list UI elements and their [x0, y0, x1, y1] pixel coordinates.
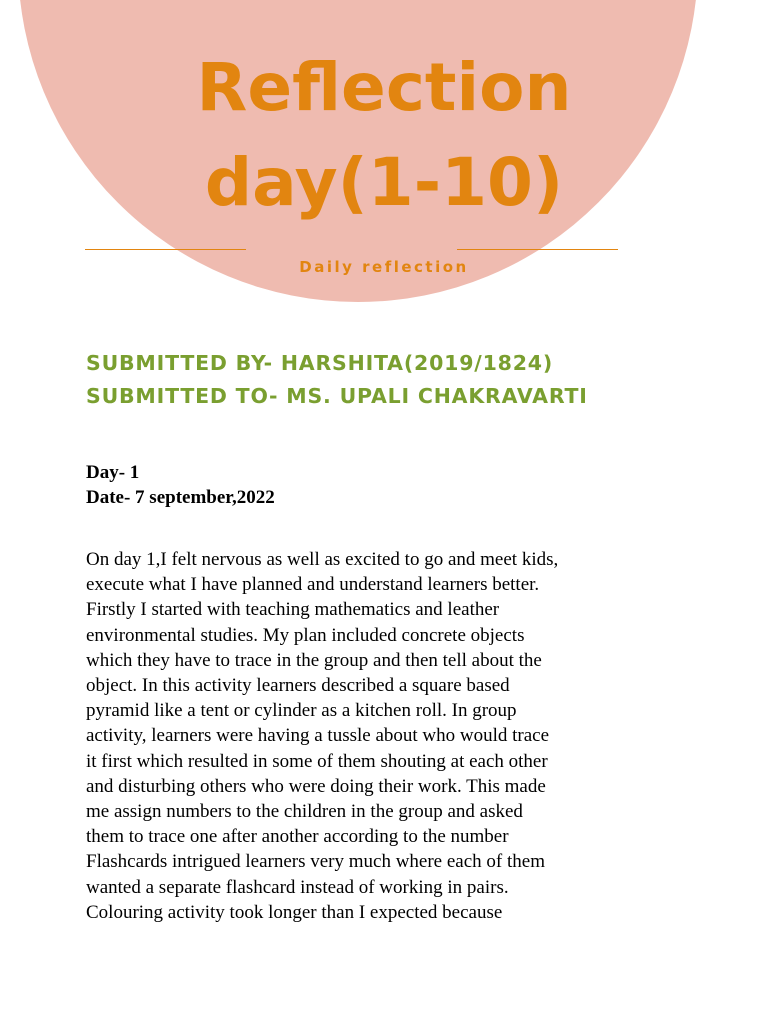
divider-left — [85, 249, 246, 250]
subtitle: Daily reflection — [299, 258, 469, 276]
submitted-to: SUBMITTED TO- MS. UPALI CHAKRAVARTI — [86, 384, 588, 408]
body-line: On day 1,I felt nervous as well as excited to go and meet kids, — [86, 549, 559, 570]
body-line: and disturbing others who were doing their work. This made — [86, 775, 546, 797]
body-line: Flashcards intrigued learners very much where each of them — [86, 851, 545, 873]
body-line: which they have to trace in the group and then tell about the — [86, 649, 542, 671]
body-line: activity, learners were having a tussle about who would trace — [86, 725, 550, 747]
body-line: environmental studies. My plan included concrete objects — [86, 624, 525, 646]
date-label: Date- 7 september,2022 — [86, 487, 275, 508]
page-title-line-1: Reflection — [196, 49, 572, 126]
body-line: pyramid like a tent or cylinder as a kitchen roll. In group — [86, 700, 517, 722]
day-label: Day- 1 — [86, 462, 140, 483]
body-line: execute what I have planned and understand learners better. — [86, 574, 540, 596]
body-line: wanted a separate flashcard instead of working in pairs. — [86, 876, 509, 898]
page-title-line-2: day(1-10) — [204, 144, 564, 221]
body-line: Firstly I started with teaching mathematics and leather — [86, 599, 500, 621]
body-line: object. In this activity learners described a square based — [86, 675, 510, 697]
submitted-by: SUBMITTED BY- HARSHITA(2019/1824) — [86, 351, 553, 375]
body-line: Colouring activity took longer than I expected because — [86, 901, 503, 923]
reflection-body — [86, 547, 706, 925]
body-line: them to trace one after another according to the number — [86, 826, 509, 848]
body-line: me assign numbers to the children in the group and asked — [86, 801, 523, 823]
divider-right — [457, 249, 618, 250]
body-line: it first which resulted in some of them shouting at each other — [86, 750, 548, 772]
